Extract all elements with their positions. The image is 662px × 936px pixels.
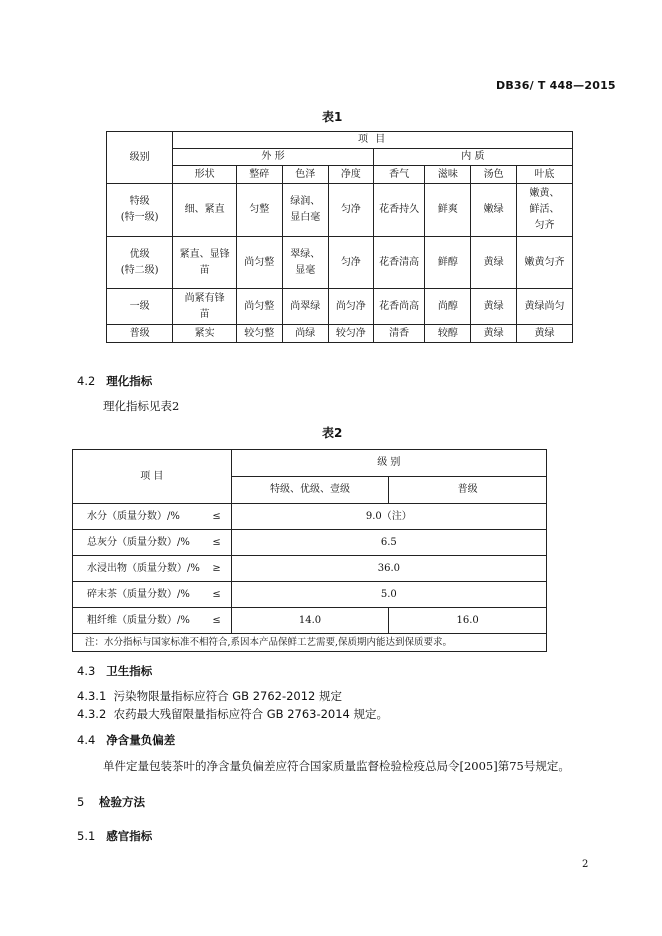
document-code: DB36/ T 448—2015 bbox=[496, 79, 616, 92]
table1-col-header: 色泽 bbox=[282, 166, 328, 184]
table1-level-cell: 一级 bbox=[107, 289, 173, 325]
table1-cell: 鲜爽 bbox=[425, 184, 471, 237]
table1-cell: 匀净 bbox=[328, 237, 373, 289]
table2-note: 注：水分指标与国家标准不相符合,系因本产品保鲜工艺需要,保质期内能达到保质要求。 bbox=[73, 634, 547, 652]
table1-cell: 嫩黄匀齐 bbox=[517, 237, 573, 289]
table-row bbox=[73, 556, 547, 582]
table-row bbox=[107, 289, 573, 325]
table1-cell: 鲜醇 bbox=[425, 237, 471, 289]
page-number: 2 bbox=[582, 859, 589, 870]
table2-physicochemical bbox=[72, 449, 547, 652]
table-row bbox=[73, 608, 547, 634]
table1-col-header: 形状 bbox=[173, 166, 237, 184]
table2-value: 5.0 bbox=[231, 582, 546, 608]
table1-cell: 细、紧直 bbox=[173, 184, 237, 237]
table1-cell: 清香 bbox=[373, 325, 425, 343]
table1-cell: 嫩绿 bbox=[471, 184, 517, 237]
table-row bbox=[73, 582, 547, 608]
table1-col-header: 整碎 bbox=[236, 166, 282, 184]
table1-level-header: 级别 bbox=[107, 132, 173, 184]
table1-appearance-header: 外 形 bbox=[173, 149, 373, 166]
table2-item-name: 水浸出物（质量分数）/% ≥ bbox=[73, 556, 232, 582]
table1-cell: 黄绿尚匀 bbox=[517, 289, 573, 325]
table1-cell: 嫩黄、 鲜活、 匀齐 bbox=[517, 184, 573, 237]
table-row bbox=[107, 184, 573, 237]
table2-item-name: 碎末茶（质量分数）/% ≤ bbox=[73, 582, 232, 608]
table1-col-header: 滋味 bbox=[425, 166, 471, 184]
section-4-2-heading: 4.2 理化指标 bbox=[77, 374, 153, 388]
table1-cell: 花香尚高 bbox=[373, 289, 425, 325]
table1-cell: 花香持久 bbox=[373, 184, 425, 237]
table2-item-name: 水分（质量分数）/% ≤ bbox=[73, 504, 232, 530]
table2-subheader-a: 特级、优级、壹级 bbox=[231, 477, 389, 504]
section-4-4-text: 单件定量包装茶叶的净含量负偏差应符合国家质量监督检验检疫总局令[2005]第75号规定。 bbox=[103, 759, 570, 773]
table1-cell: 较匀净 bbox=[328, 325, 373, 343]
section-4-4-heading: 4.4 净含量负偏差 bbox=[77, 733, 176, 747]
table2-level-header: 级 别 bbox=[231, 450, 546, 477]
table1-cell: 翠绿、 显毫 bbox=[282, 237, 328, 289]
table-row bbox=[73, 504, 547, 530]
section-5-heading: 5 检验方法 bbox=[77, 795, 145, 809]
table1-col-header: 香气 bbox=[373, 166, 425, 184]
table1-item-header: 项 目 bbox=[173, 132, 573, 149]
section-4-3-heading: 4.3 卫生指标 bbox=[77, 664, 153, 678]
table1-cell: 尚匀净 bbox=[328, 289, 373, 325]
table1-cell: 黄绿 bbox=[471, 325, 517, 343]
table2-value: 9.0（注） bbox=[231, 504, 546, 530]
table1-cell: 尚匀整 bbox=[236, 289, 282, 325]
table1-cell: 黄绿 bbox=[471, 289, 517, 325]
table1-cell: 尚匀整 bbox=[236, 237, 282, 289]
table1-cell: 黄绿 bbox=[471, 237, 517, 289]
table1-level-cell: 特级 (特一级) bbox=[107, 184, 173, 237]
table1-cell: 匀整 bbox=[236, 184, 282, 237]
table1-sensory bbox=[106, 131, 573, 343]
section-4-3-1: 4.3.1 污染物限量指标应符合 GB 2762-2012 规定 bbox=[77, 689, 343, 703]
table1-level-cell: 普级 bbox=[107, 325, 173, 343]
table-row bbox=[73, 530, 547, 556]
table2-value: 36.0 bbox=[231, 556, 546, 582]
table2-item-name: 总灰分（质量分数）/% ≤ bbox=[73, 530, 232, 556]
table1-cell: 尚紧有锋 苗 bbox=[173, 289, 237, 325]
table1-col-header: 叶底 bbox=[517, 166, 573, 184]
table-row bbox=[107, 325, 573, 343]
table1-cell: 匀净 bbox=[328, 184, 373, 237]
table1-col-header: 汤色 bbox=[471, 166, 517, 184]
table2-item-name: 粗纤维（质量分数）/% ≤ bbox=[73, 608, 232, 634]
table1-caption: 表1 bbox=[322, 110, 343, 124]
table2-value: 6.5 bbox=[231, 530, 546, 556]
section-4-2-text: 理化指标见表2 bbox=[103, 399, 180, 413]
table1-cell: 紧实 bbox=[173, 325, 237, 343]
table1-col-header: 净度 bbox=[328, 166, 373, 184]
table1-cell: 花香清高 bbox=[373, 237, 425, 289]
table1-cell: 绿润、 显白毫 bbox=[282, 184, 328, 237]
table1-quality-header: 内 质 bbox=[373, 149, 572, 166]
section-5-1-heading: 5.1 感官指标 bbox=[77, 829, 153, 843]
table2-value: 16.0 bbox=[389, 608, 547, 634]
table1-cell: 尚绿 bbox=[282, 325, 328, 343]
table1-cell: 尚醇 bbox=[425, 289, 471, 325]
table2-caption: 表2 bbox=[322, 426, 343, 440]
table1-level-cell: 优级 (特二级) bbox=[107, 237, 173, 289]
table1-cell: 尚翠绿 bbox=[282, 289, 328, 325]
table-row bbox=[107, 237, 573, 289]
table2-value: 14.0 bbox=[231, 608, 389, 634]
section-4-3-2: 4.3.2 农药最大残留限量指标应符合 GB 2763-2014 规定。 bbox=[77, 707, 389, 721]
table1-cell: 较匀整 bbox=[236, 325, 282, 343]
table2-subheader-b: 普级 bbox=[389, 477, 547, 504]
table1-cell: 较醇 bbox=[425, 325, 471, 343]
table2-item-header: 项 目 bbox=[73, 450, 232, 504]
table1-cell: 紧直、显锋 苗 bbox=[173, 237, 237, 289]
table1-cell: 黄绿 bbox=[517, 325, 573, 343]
